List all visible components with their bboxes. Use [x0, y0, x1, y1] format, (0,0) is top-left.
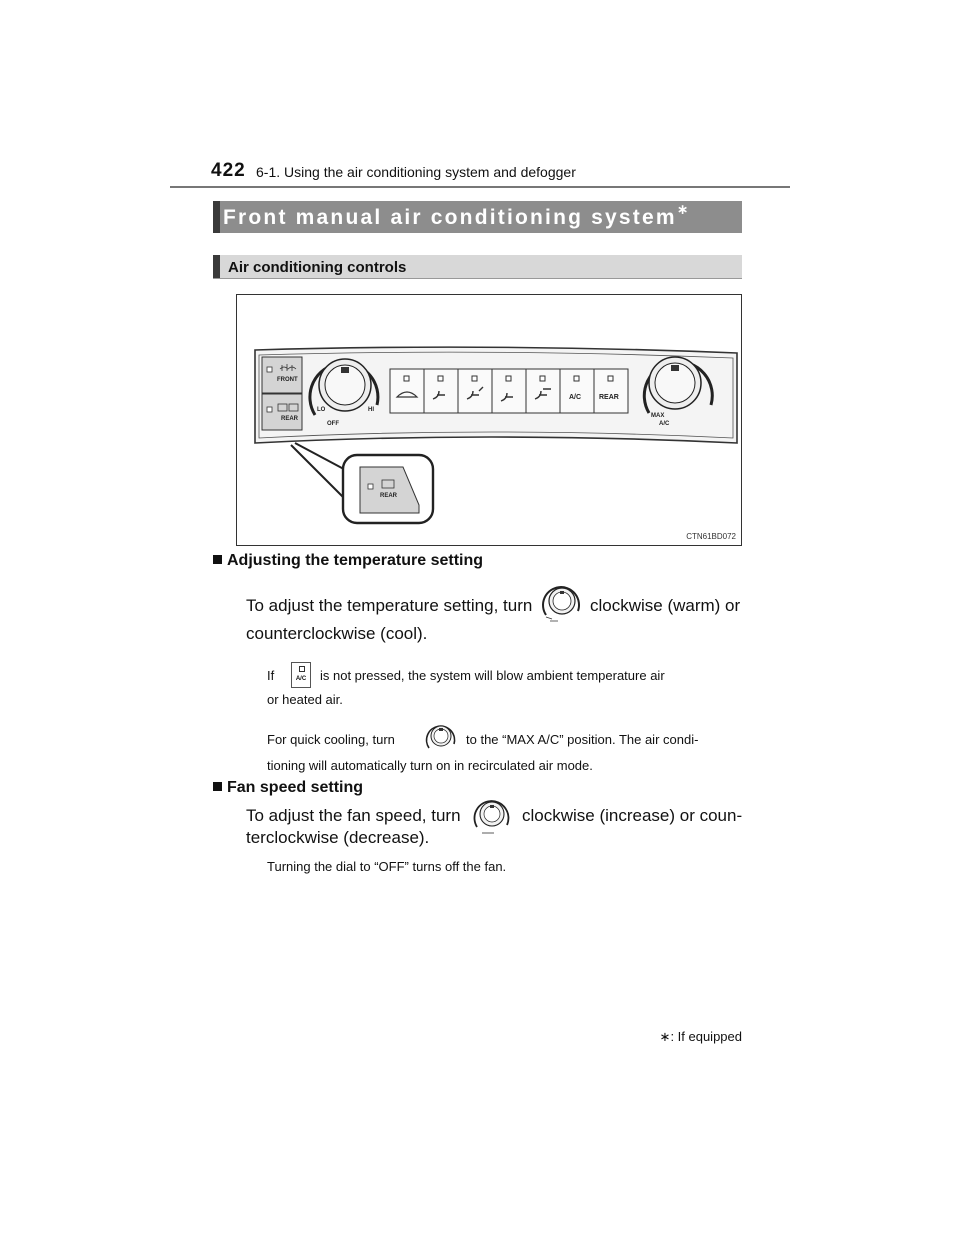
note2-b: to the “MAX A/C” position. The air condi-: [466, 732, 699, 747]
control-panel-illustration: [237, 295, 743, 547]
section-bar-accent: [213, 201, 220, 233]
temperature-line2: counterclockwise (cool).: [246, 624, 428, 643]
rear-zoom-label: REAR: [380, 493, 398, 499]
temperature-dial-small-icon: [424, 720, 460, 754]
temperature-heading-text: Adjusting the temperature setting: [227, 552, 484, 569]
ac-button-icon: [291, 662, 311, 688]
front-defogger-button: [262, 357, 302, 393]
note2-c: tioning will automatically turn on in recirculated air mode.: [267, 758, 593, 773]
hi-label: HI: [368, 407, 374, 413]
bullet-square: [213, 555, 222, 564]
ac-button-label: A/C: [569, 394, 582, 401]
footnote-text: : If equipped: [670, 1029, 742, 1044]
lo-label: LO: [317, 407, 326, 413]
fan-line2: terclockwise (decrease).: [246, 828, 430, 847]
temperature-line1b: clockwise (warm) or: [590, 596, 741, 615]
max-ac-label: A/C: [659, 421, 670, 427]
section-title: [223, 203, 691, 230]
subsection-underline: [213, 278, 742, 279]
temperature-line1a: To adjust the temperature setting, turn: [246, 596, 533, 615]
control-panel-figure: [236, 294, 742, 546]
footnote-marker: ∗: [659, 1029, 671, 1044]
ac-indicator-icon: [299, 666, 305, 672]
section-asterisk: ∗: [676, 201, 691, 217]
fan-line1a: To adjust the fan speed, turn: [246, 806, 461, 825]
note1-c: or heated air.: [267, 692, 343, 707]
max-label: MAX: [651, 413, 665, 419]
fan-note: Turning the dial to “OFF” turns off the fan.: [267, 859, 507, 874]
off-label: OFF: [327, 421, 339, 427]
header-rule: [170, 186, 790, 188]
note1-a: If: [267, 668, 275, 683]
page-number: 422: [211, 160, 246, 181]
fan-heading-text: Fan speed setting: [227, 779, 364, 796]
rear-label: REAR: [281, 416, 299, 422]
note2-a: For quick cooling, turn: [267, 732, 395, 747]
note1-b: is not pressed, the system will blow ambient temperature air: [320, 668, 665, 683]
temperature-heading: [213, 552, 483, 570]
fan-line1b: clockwise (increase) or coun-: [522, 806, 743, 825]
ac-icon-label: A/C: [295, 676, 307, 682]
subsection-bar-accent: [213, 255, 220, 279]
fan-dial-icon: [470, 795, 514, 837]
figure-code: CTN61BD072: [686, 532, 736, 541]
rear-button-label: REAR: [599, 394, 619, 401]
subsection-title: Air conditioning controls: [228, 259, 407, 276]
front-label: FRONT: [277, 377, 298, 383]
chapter-title: 6-1. Using the air conditioning system and defogger: [256, 164, 576, 180]
rear-defogger-zoom: [343, 455, 433, 523]
temperature-dial-icon: [540, 581, 586, 623]
rear-defogger-button: [262, 394, 302, 430]
mode-buttons: [390, 369, 628, 413]
footnote: [660, 1029, 742, 1045]
fan-heading: [213, 779, 363, 797]
section-title-text: Front manual air conditioning system: [223, 206, 677, 229]
bullet-square: [213, 782, 222, 791]
